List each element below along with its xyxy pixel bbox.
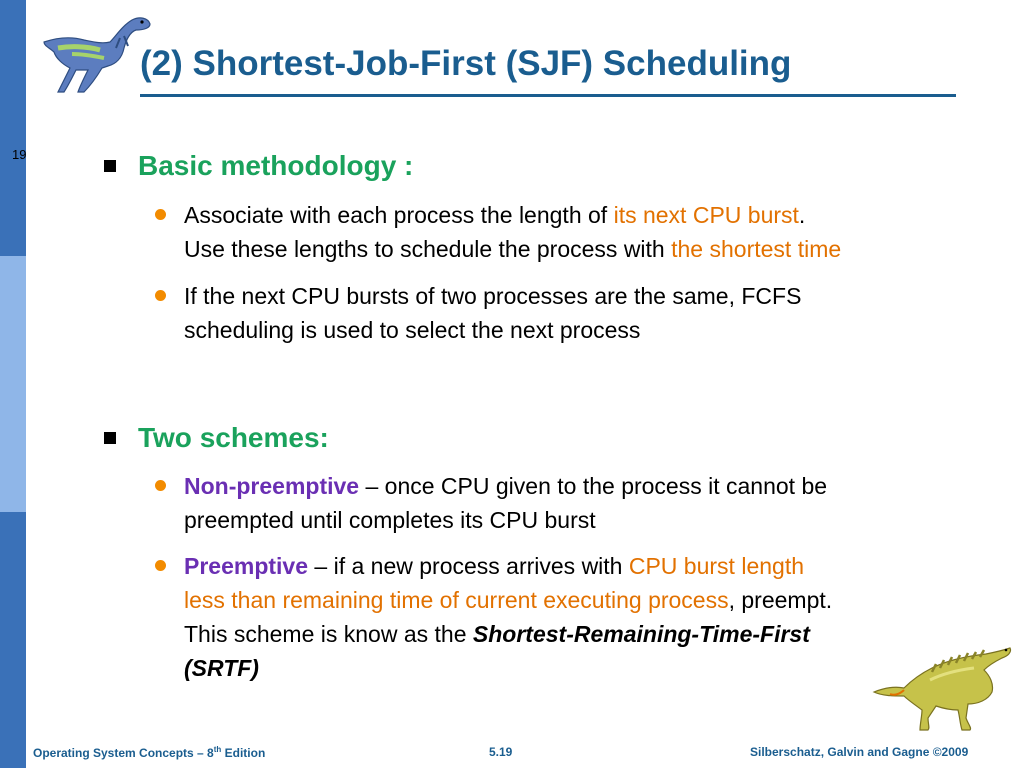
round-bullet-icon <box>155 209 166 220</box>
heading-basic-methodology: Basic methodology : <box>138 150 414 181</box>
footer-copyright: Silberschatz, Galvin and Gagne ©2009 <box>750 745 969 759</box>
heading-two-schemes: Two schemes: <box>138 422 329 453</box>
square-bullet-icon <box>104 160 116 172</box>
sidebar-segment-middle <box>0 256 26 512</box>
term-preemptive: Preemptive <box>184 553 309 579</box>
title-underline <box>140 94 956 97</box>
text-span: This scheme is know as the <box>184 621 473 647</box>
sidebar-segment-bottom <box>0 512 26 768</box>
round-bullet-icon <box>155 560 166 571</box>
highlight-cpu-burst-length: CPU burst length <box>628 553 804 579</box>
bullet-text-line <box>184 583 832 617</box>
text-span: Operating System Concepts – 8 <box>33 746 214 760</box>
text-span: Associate with each process the length of <box>184 202 614 228</box>
text-span: – once CPU given to the process it cannot be <box>359 473 828 499</box>
square-bullet-icon <box>104 432 116 444</box>
highlight-shortest-time: the shortest time <box>671 236 842 262</box>
text-span: . <box>798 202 806 228</box>
bullet-text-line <box>184 469 827 503</box>
dinosaur-top-icon <box>36 8 156 98</box>
slide-title: (2) Shortest-Job-First (SJF) Scheduling <box>140 44 792 83</box>
text-span: – if a new process arrives with <box>308 553 629 579</box>
text-span: Edition <box>221 746 266 760</box>
text-span: th <box>213 745 222 754</box>
bullet-text-line: scheduling is used to select the next process <box>184 317 641 343</box>
term-srtf-acronym: (SRTF) <box>184 655 259 681</box>
sidebar-stripe <box>0 0 26 768</box>
sidebar-segment-top <box>0 0 26 256</box>
round-bullet-icon <box>155 480 166 491</box>
highlight-remaining-time: less than remaining time of current executing process <box>184 587 729 613</box>
bullet-text-line: If the next CPU bursts of two processes are the same, FCFS <box>184 283 802 309</box>
footer-book-title <box>33 745 265 760</box>
text-span: Use these lengths to schedule the process with <box>184 236 672 262</box>
dinosaur-bottom-icon <box>870 638 1020 733</box>
bullet-text-line <box>184 617 810 651</box>
bullet-text-line: preempted until completes its CPU burst <box>184 507 596 533</box>
term-non-preemptive: Non-preemptive <box>184 473 360 499</box>
term-srtf-name: Shortest-Remaining-Time-First <box>472 621 810 647</box>
bullet-text-line <box>184 549 804 583</box>
highlight-next-cpu-burst: its next CPU burst <box>613 202 799 228</box>
round-bullet-icon <box>155 290 166 301</box>
bullet-text-line <box>184 232 841 266</box>
text-span: , preempt. <box>728 587 833 613</box>
bullet-text-line <box>184 198 805 232</box>
slide-number: 19 <box>12 147 27 162</box>
footer-page-number: 5.19 <box>489 745 513 759</box>
